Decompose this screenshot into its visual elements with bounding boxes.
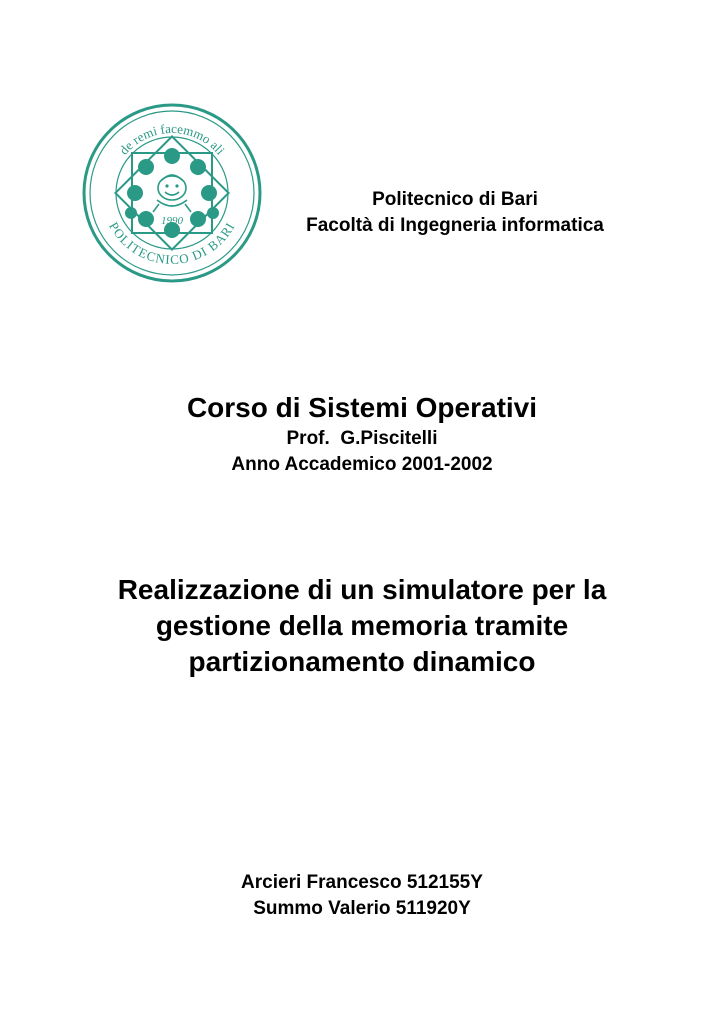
- authors-block: [0, 870, 724, 922]
- thesis-title-line: partizionamento dinamico: [188, 646, 536, 677]
- faculty-name: Facoltà di Ingegneria informatica: [306, 215, 604, 236]
- thesis-title-line: gestione della memoria tramite: [155, 610, 569, 641]
- author-name: Arcieri Francesco 512155Y: [241, 872, 483, 893]
- university-seal-logo: [79, 100, 265, 286]
- academic-year: Anno Accademico 2001-2002: [231, 454, 493, 475]
- author-name: Summo Valerio 511920Y: [253, 898, 471, 919]
- seal-graphic: [79, 100, 265, 286]
- course-block: [0, 390, 724, 478]
- thesis-title: [60, 572, 664, 680]
- course-title: Corso di Sistemi Operativi: [186, 392, 538, 423]
- institution-block: [270, 187, 640, 239]
- seal-year: 1990: [161, 215, 183, 227]
- thesis-title-line: Realizzazione di un simulatore per la: [117, 574, 607, 605]
- professor-name: Prof. G.Piscitelli: [286, 428, 438, 449]
- seal-name: POLITECNICO DI BARI: [106, 219, 238, 268]
- university-name: Politecnico di Bari: [372, 189, 538, 210]
- seal-motto: de remi facemmo ali: [116, 120, 229, 158]
